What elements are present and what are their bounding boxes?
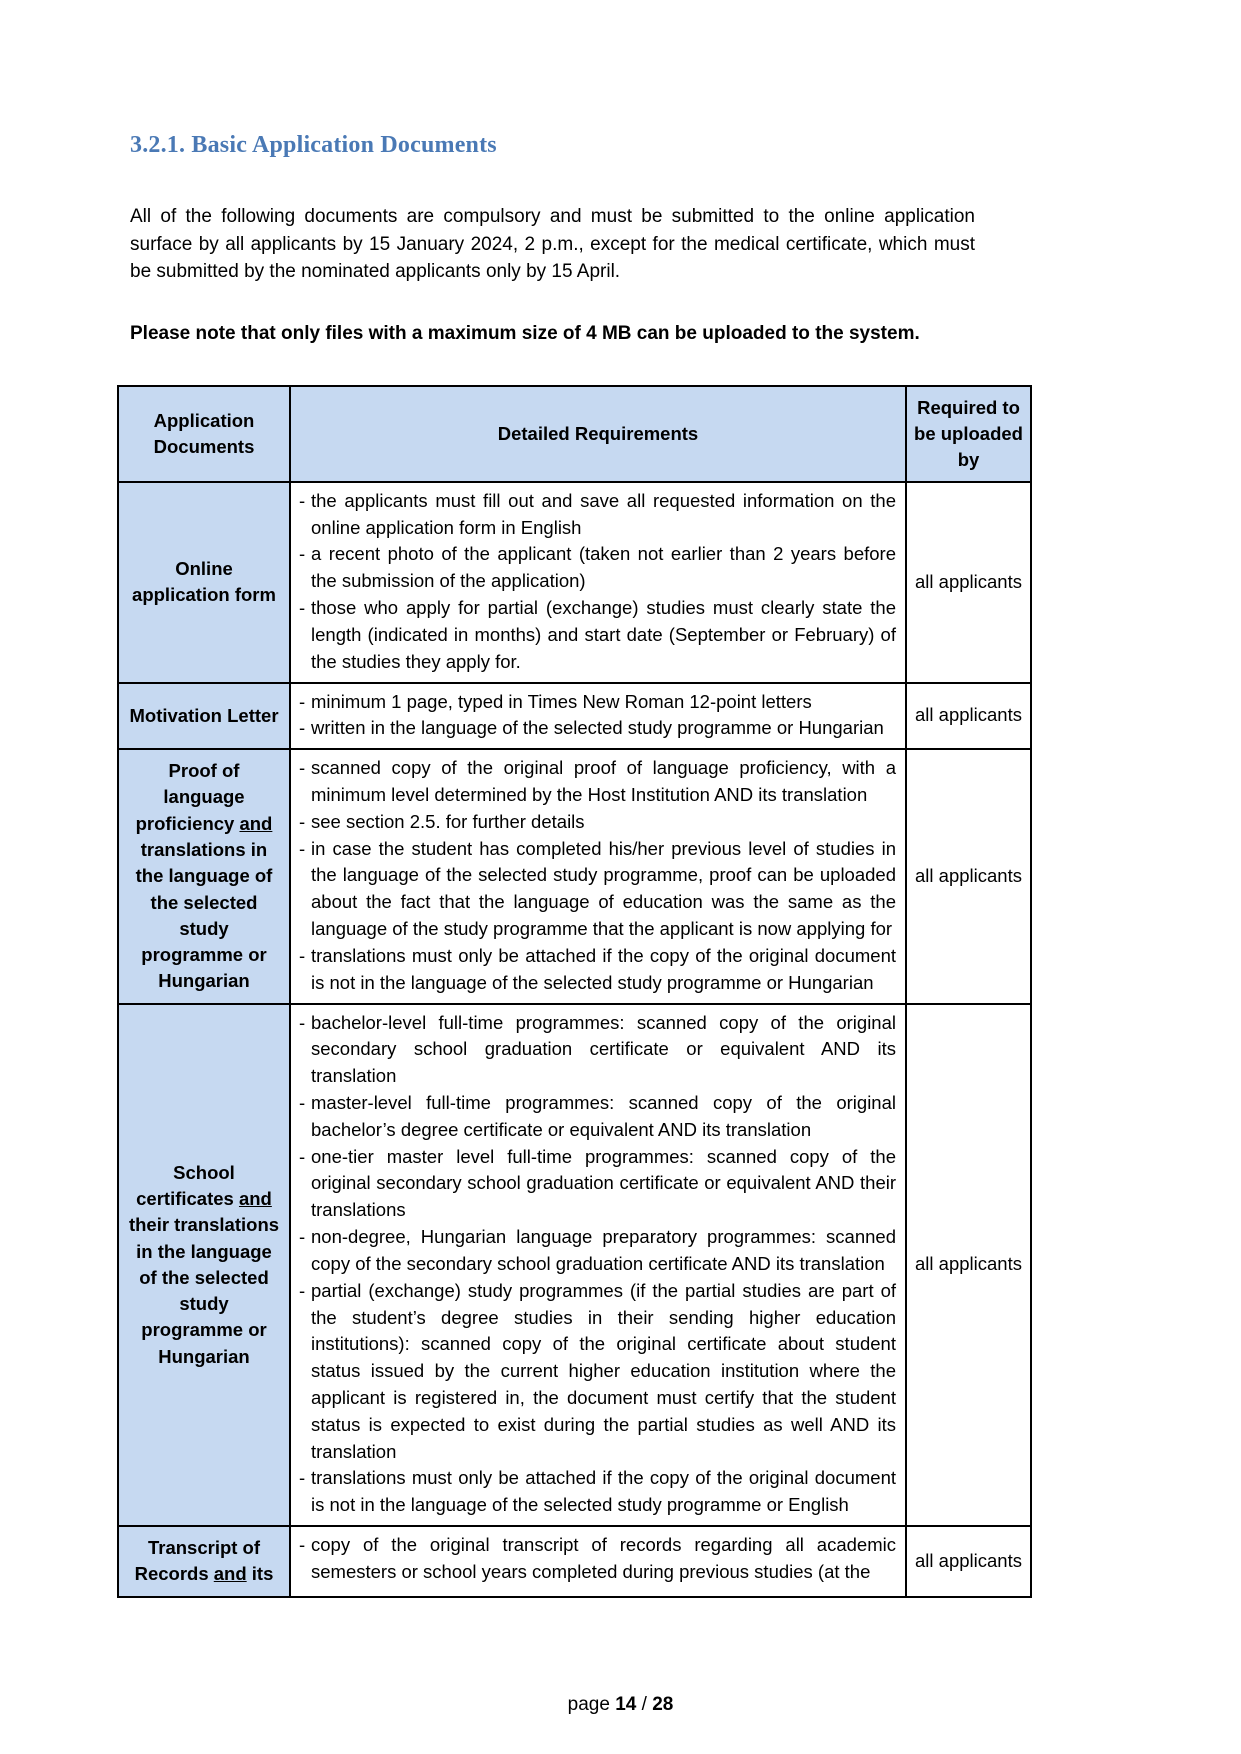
requirement-item xyxy=(296,1278,896,1466)
label-text: Online application form xyxy=(132,557,276,606)
requirement-text: in case the student has completed his/her previous level of studies in the language of the selected study programme, proof can be uploaded about the fact that the language of education was the same as the language of the study programme that the applicant is now applying for xyxy=(311,837,896,940)
column-header-0: Application Documents xyxy=(118,386,290,482)
document-name-cell xyxy=(118,1526,290,1597)
uploaded-by-cell: all applicants xyxy=(906,482,1031,683)
bullet-dash: - xyxy=(299,489,306,511)
requirement-text: copy of the original transcript of records regarding all academic semesters or school years completed during previous studies (at the xyxy=(311,1534,896,1582)
bullet-dash: - xyxy=(299,1011,306,1033)
label-text: Motivation Letter xyxy=(129,704,279,726)
requirement-item xyxy=(296,1532,896,1586)
document-name-cell xyxy=(118,683,290,750)
application-documents-table xyxy=(117,385,1032,1597)
bullet-dash: - xyxy=(299,1092,306,1113)
requirement-text: partial (exchange) study programmes (if the partial studies are part of the student’s degree studies in their sending higher education institutions): scanned copy of the original certificate about student status issued by the current higher education institution where the applicant is registered in, the document must certify that the student status is expected to exist during the partial studies as well AND its translation xyxy=(311,1279,896,1462)
file-size-note: Please note that only files with a maximum size of 4 MB can be uploaded to the system. xyxy=(130,322,920,344)
requirement-item xyxy=(296,488,896,542)
requirement-text: minimum 1 page, typed in Times New Roman 12-point letters xyxy=(311,690,812,712)
requirement-item xyxy=(296,943,896,997)
requirement-text: translations must only be attached if the copy of the original document is not in the language of the selected study programme or English xyxy=(311,1467,896,1516)
document-name-cell xyxy=(118,482,290,683)
requirement-item xyxy=(296,1465,896,1519)
requirement-text: scanned copy of the original proof of language proficiency, with a minimum level determined by the Host Institution AND its translation xyxy=(311,757,896,805)
label-text: translations in the language of the selected study programme or Hungarian xyxy=(135,838,273,992)
requirement-item xyxy=(296,689,896,716)
requirement-text: non-degree, Hungarian language preparatory programmes: scanned copy of the secondary school graduation certificate AND its translation xyxy=(311,1226,896,1274)
requirement-text: bachelor-level full-time programmes: scanned copy of the original secondary school graduation certificate or equivalent AND its translation xyxy=(311,1011,896,1087)
requirements-cell xyxy=(290,1526,906,1597)
column-header-2: Required to be uploaded by xyxy=(906,386,1031,482)
uploaded-by-cell: all applicants xyxy=(906,1004,1031,1526)
bullet-dash: - xyxy=(299,757,306,779)
requirement-item xyxy=(296,836,896,943)
requirements-cell xyxy=(290,1004,906,1526)
uploaded-by-cell: all applicants xyxy=(906,749,1031,1003)
bullet-dash: - xyxy=(299,690,306,712)
bullet-dash: - xyxy=(299,1534,306,1555)
requirement-text: written in the language of the selected study programme or Hungarian xyxy=(311,717,884,739)
footer-total-pages: 28 xyxy=(652,1694,674,1715)
bullet-dash: - xyxy=(299,543,306,565)
requirement-item xyxy=(296,715,896,742)
uploaded-by-cell: all applicants xyxy=(906,1526,1031,1597)
requirement-text: master-level full-time programmes: scanned copy of the original bachelor’s degree certificate or equivalent AND its translation xyxy=(311,1092,896,1140)
bullet-dash: - xyxy=(299,1279,306,1301)
requirements-cell xyxy=(290,482,906,683)
intro-paragraph: All of the following documents are compulsory and must be submitted to the online application surface by all applicants by 15 January 2024, 2 p.m., except for the medical certificate, which must be submitted by the nominated applicants only by 15 April. xyxy=(130,206,975,283)
page-footer xyxy=(0,1694,1241,1716)
table-row xyxy=(118,482,1031,683)
label-text: School certificates xyxy=(136,1161,239,1209)
label-text: Proof of language proficiency xyxy=(135,760,245,834)
underlined-word: and xyxy=(239,812,273,834)
bullet-dash: - xyxy=(299,1226,306,1248)
table-header-row xyxy=(118,386,1031,482)
label-text: Transcript of Records xyxy=(134,1537,261,1585)
table-row xyxy=(118,683,1031,750)
requirement-item xyxy=(296,755,896,809)
requirement-item xyxy=(296,595,896,675)
requirement-text: one-tier master level full-time programmes: scanned copy of the original secondary school graduation certificate or equivalent AND their translations xyxy=(311,1145,896,1221)
bullet-dash: - xyxy=(299,597,306,619)
requirement-text: translations must only be attached if the copy of the original document is not in the language of the selected study programme or Hungarian xyxy=(311,944,896,993)
document-name-cell xyxy=(118,749,290,1003)
bullet-dash: - xyxy=(299,944,306,966)
table-row xyxy=(118,1526,1031,1597)
footer-page-label: page xyxy=(567,1694,610,1715)
requirement-text: those who apply for partial (exchange) studies must clearly state the length (indicated in months) and start date (September or February) of the studies they apply for. xyxy=(311,597,896,672)
table-row xyxy=(118,749,1031,1003)
requirement-text: the applicants must fill out and save all requested information on the online application form in English xyxy=(311,489,896,538)
requirement-item xyxy=(296,1224,896,1278)
column-header-1: Detailed Requirements xyxy=(290,386,906,482)
bullet-dash: - xyxy=(299,1467,306,1489)
underlined-word: and xyxy=(238,1187,272,1209)
requirement-item xyxy=(296,1144,896,1224)
document-name-cell xyxy=(118,1004,290,1526)
underlined-word: and xyxy=(213,1563,247,1585)
bullet-dash: - xyxy=(299,1145,306,1167)
requirements-cell xyxy=(290,749,906,1003)
bullet-dash: - xyxy=(299,810,306,832)
label-text: their translations in the language of the selected study programme or Hungarian xyxy=(128,1214,280,1367)
uploaded-by-cell: all applicants xyxy=(906,683,1031,750)
requirement-item xyxy=(296,1090,896,1144)
bullet-dash: - xyxy=(299,837,306,859)
requirement-text: see section 2.5. for further details xyxy=(311,810,585,832)
label-text: its xyxy=(246,1563,274,1585)
footer-current-page: 14 xyxy=(615,1694,637,1715)
requirement-text: a recent photo of the applicant (taken not earlier than 2 years before the submission of the application) xyxy=(311,543,896,592)
bullet-dash: - xyxy=(299,717,306,739)
requirement-item xyxy=(296,541,896,595)
table-row xyxy=(118,1004,1031,1526)
requirement-item xyxy=(296,809,896,836)
requirements-cell xyxy=(290,683,906,750)
section-heading: 3.2.1. Basic Application Documents xyxy=(130,132,497,158)
requirement-item xyxy=(296,1010,896,1090)
footer-separator: / xyxy=(641,1694,647,1715)
